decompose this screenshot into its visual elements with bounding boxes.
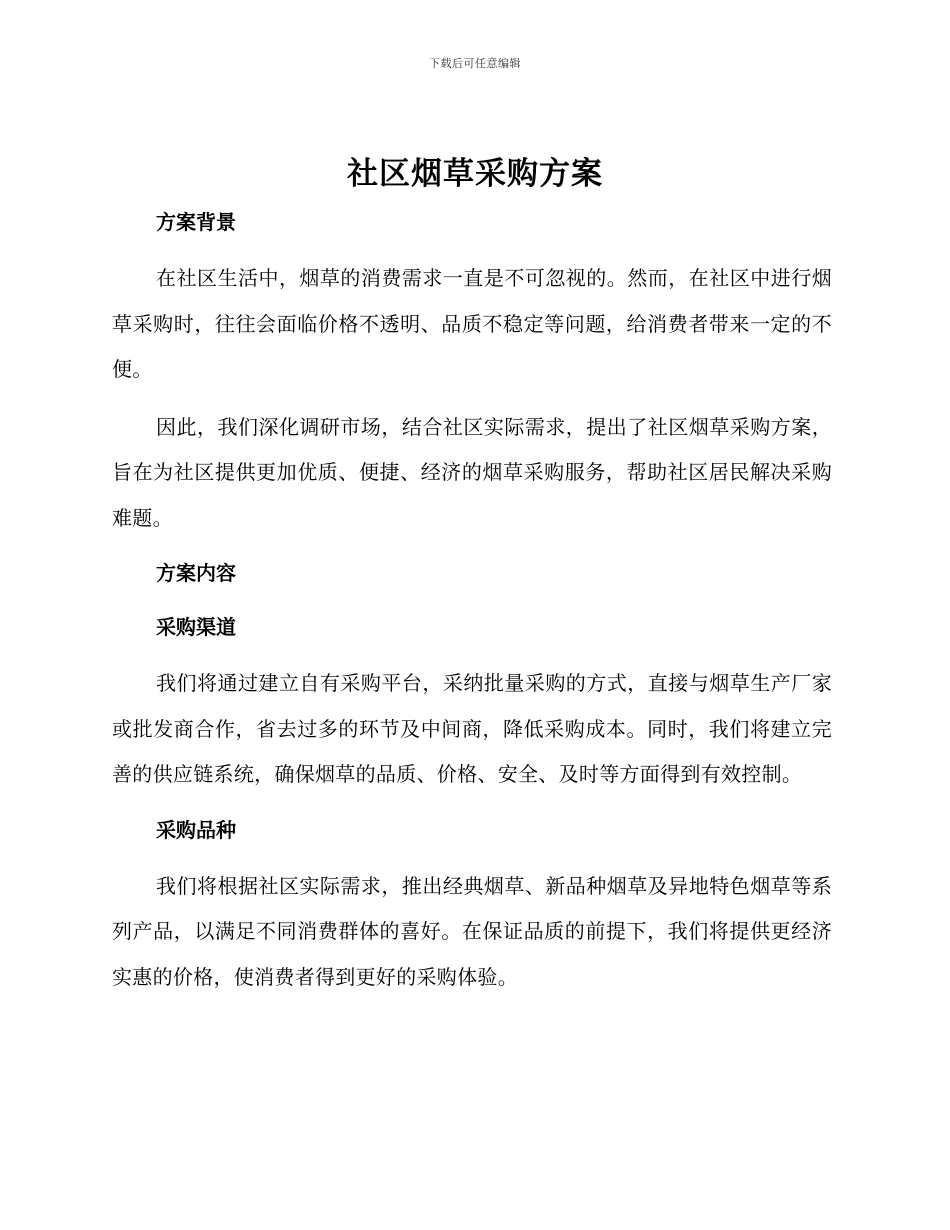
paragraph-variety-1: 我们将根据社区实际需求，推出经典烟草、新品种烟草及异地特色烟草等系列产品，以满足不同消费群体的喜好。在保证品质的前提下，我们将提供更经济实惠的价格，使消费者得到更好的采购体验。: [112, 873, 832, 989]
section-heading-background: 方案背景: [156, 210, 236, 234]
paragraph-background-2: 因此，我们深化调研市场，结合社区实际需求，提出了社区烟草采购方案，旨在为社区提供更加优质、便捷、经济的烟草采购服务，帮助社区居民解决采购难题。: [112, 414, 832, 530]
section-heading-channel: 采购渠道: [156, 615, 236, 639]
paragraph-background-1: 在社区生活中，烟草的消费需求一直是不可忽视的。然而，在社区中进行烟草采购时，往往会面临价格不透明、品质不稳定等问题，给消费者带来一定的不便。: [112, 266, 832, 381]
header-note: 下载后可任意编辑: [429, 57, 521, 70]
section-heading-content: 方案内容: [156, 561, 236, 585]
document-body: [112, 202, 832, 1012]
paragraph-channel-1: 我们将通过建立自有采购平台，采纳批量采购的方式，直接与烟草生产厂家或批发商合作，省去过多的环节及中间商，降低采购成本。同时，我们将建立完善的供应链系统，确保烟草的品质、价格、安全、及时等方面得到有效控制。: [112, 671, 832, 786]
section-heading-variety: 采购品种: [156, 817, 236, 842]
document-title: 社区烟草采购方案: [347, 156, 603, 192]
